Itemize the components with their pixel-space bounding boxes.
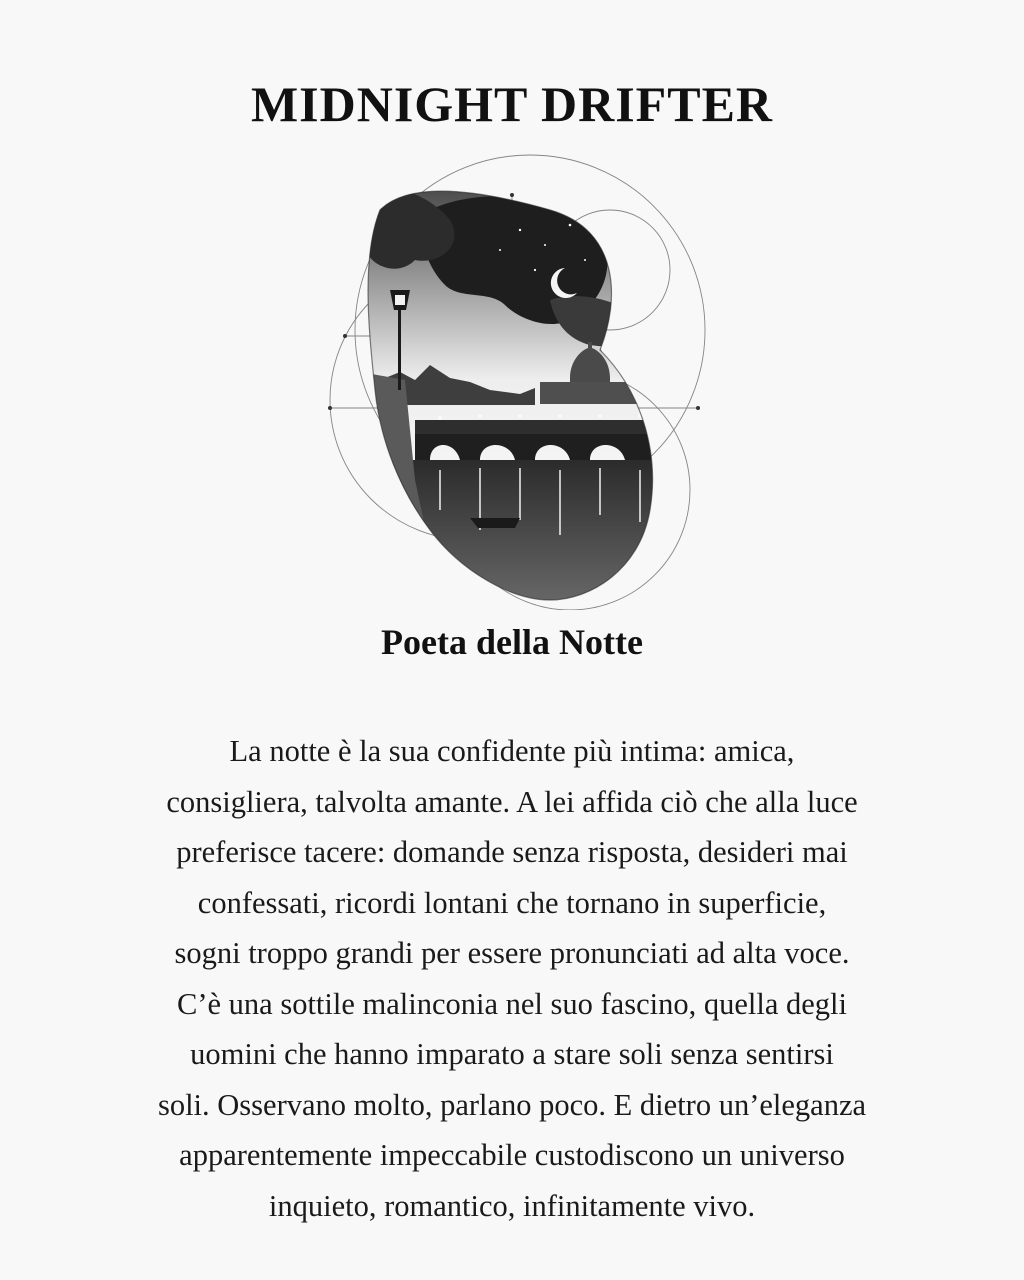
body-line: consigliera, talvolta amante. A lei affida ciò che alla luce [166,784,858,819]
body-line: inquieto, romantico, infinitamente vivo. [268,1188,756,1223]
subtitle: Poeta della Notte [381,622,643,662]
body-line: C’è una sottile malinconia nel suo fascino, quella degli [177,986,847,1021]
body-line: sogni troppo grandi per essere pronunciati ad alta voce. [174,936,850,970]
night-city-illustration [320,150,710,610]
night-river-city-icon [320,150,710,610]
body-line: La notte è la sua confidente più intima: amica, [229,734,795,768]
body-line: preferisce tacere: domande senza risposta, desideri mai [176,835,848,869]
body-line: apparentemente impeccabile custodiscono un universo [179,1138,845,1172]
body-paragraph [104,726,920,1231]
body-line: confessati, ricordi lontani che tornano in superficie, [197,885,827,920]
body-line: soli. Osservano molto, parlano poco. E dietro un’eleganza [157,1087,867,1122]
page-title: MIDNIGHT DRIFTER [250,76,774,132]
body-line: uomini che hanno imparato a stare soli senza sentirsi [190,1037,834,1071]
